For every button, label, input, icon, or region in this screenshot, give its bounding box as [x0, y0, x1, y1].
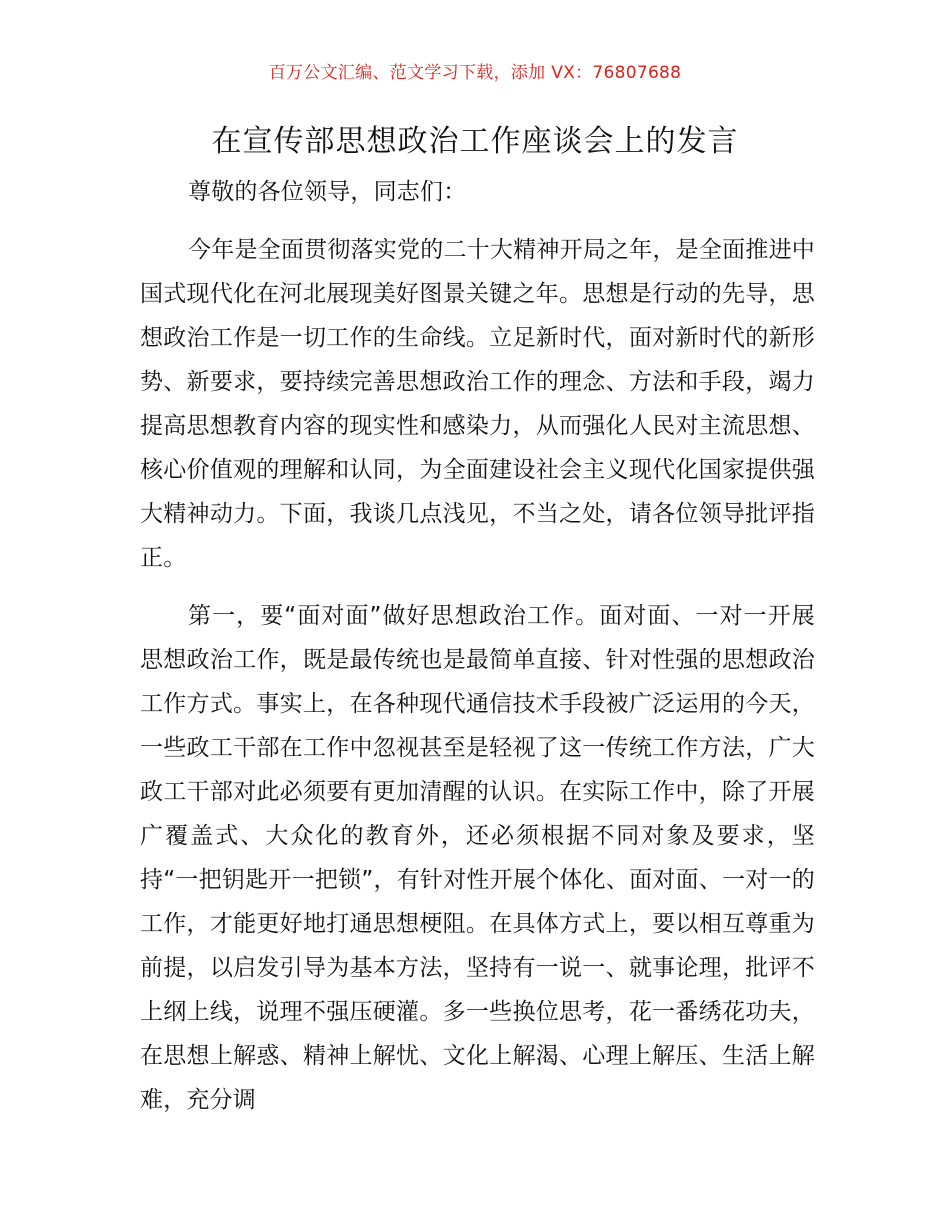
document-title: 在宣传部思想政治工作座谈会上的发言 [211, 124, 739, 159]
paragraph-first-point: 第一，要“面对面”做好思想政治工作。面对面、一对一开展思想政治工作，既是最传统也是最简单直接、针对性强的思想政治工作方式。事实上，在各种现代通信技术手段被广泛运用的今天，一些政工干部在工作中忽视甚至是轻视了这一传统工作方法，广大政工干部对此必须要有更加清醒的认识。在实际工作中，除了开展广覆盖式、大众化的教育外，还必须根据不同对象及要求，坚持“一把钥匙开一把锁”，有针对性开展个体化、面对面、一对一的工作，才能更好地打通思想梗阻。在具体方式上，要以相互尊重为前提，以启发引导为基本方法，坚持有一说一、就事论理，批评不上纲上线，说理不强压硬灌。多一些换位思考，花一番绣花功夫，在思想上解惑、精神上解忧、文化上解渴、心理上解压、生活上解难，充分调 [140, 603, 815, 1113]
salutation: 尊敬的各位领导，同志们： [188, 179, 467, 205]
paragraph-intro: 今年是全面贯彻落实党的二十大精神开局之年，是全面推进中国式现代化在河北展现美好图景关键之年。思想是行动的先导，思想政治工作是一切工作的生命线。立足新时代，面对新时代的新形势、新要求，要持续完善思想政治工作的理念、方法和手段，竭力提高思想教育内容的现实性和感染力，从而强化人民对主流思想、核心价值观的理解和认同，为全面建设社会主义现代化国家提供强大精神动力。下面，我谈几点浅见，不当之处，请各位领导批评指正。 [140, 237, 815, 571]
header-note: 百万公文汇编、范文学习下载，添加 VX：76807688 [268, 63, 682, 83]
document-body [140, 170, 815, 1136]
